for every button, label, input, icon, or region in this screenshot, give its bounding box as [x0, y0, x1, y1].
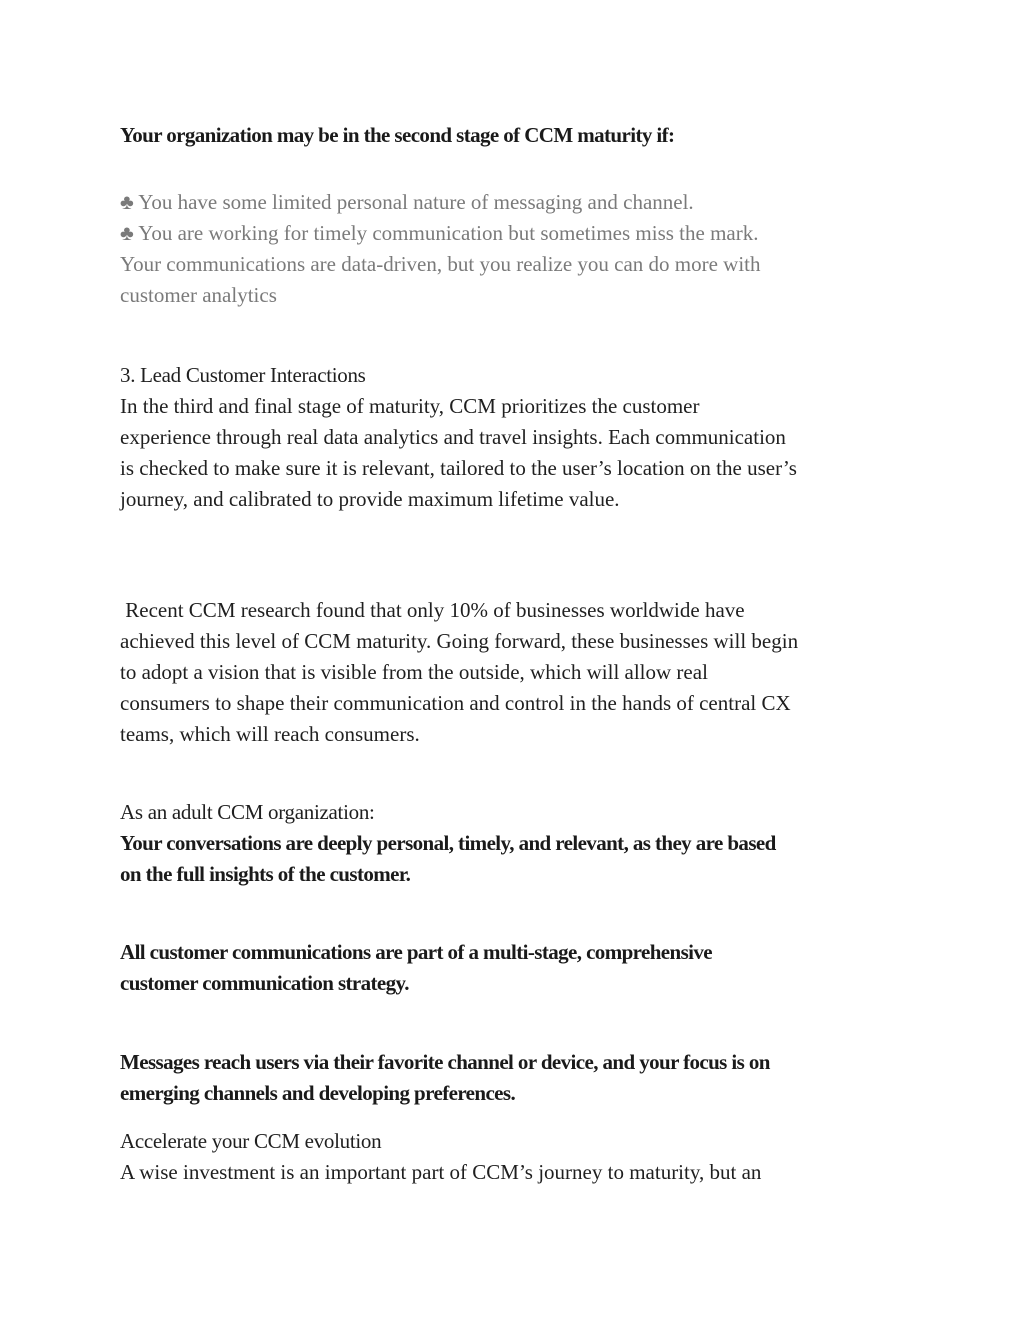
bullet-text: You are working for timely communication but sometimes miss the mark. — [138, 221, 759, 245]
adult-point-line: Your conversations are deeply personal, timely, and relevant, as they are based — [120, 831, 776, 855]
paragraph-line: customer analytics — [120, 283, 277, 307]
bullet-item — [120, 218, 758, 249]
adult-point-line: on the full insights of the customer. — [120, 862, 411, 886]
adult-point-line: customer communication strategy. — [120, 971, 409, 995]
paragraph-line: consumers to shape their communication and control in the hands of central CX — [120, 691, 791, 715]
stage2-heading: Your organization may be in the second stage of CCM maturity if: — [120, 123, 675, 147]
accelerate-heading: Accelerate your CCM evolution — [120, 1129, 382, 1153]
paragraph-line: to adopt a vision that is visible from the outside, which will allow real — [120, 660, 708, 684]
paragraph-line: teams, which will reach consumers. — [120, 722, 420, 746]
paragraph-line: Recent CCM research found that only 10% of businesses worldwide have — [120, 598, 745, 622]
adult-point-line: emerging channels and developing preferences. — [120, 1081, 516, 1105]
paragraph-line: In the third and final stage of maturity, CCM prioritizes the customer — [120, 394, 700, 418]
bullet-item — [120, 187, 694, 218]
paragraph-line: experience through real data analytics and travel insights. Each communication — [120, 425, 786, 449]
stage3-heading: 3. Lead Customer Interactions — [120, 363, 366, 387]
paragraph-line: Your communications are data-driven, but you realize you can do more with — [120, 252, 761, 276]
bullet-text: You have some limited personal nature of messaging and channel. — [138, 190, 694, 214]
paragraph-line: journey, and calibrated to provide maximum lifetime value. — [120, 487, 620, 511]
club-bullet-icon: ♣ — [120, 190, 134, 214]
paragraph-line: A wise investment is an important part of CCM’s journey to maturity, but an — [120, 1160, 762, 1184]
adult-point-line: All customer communications are part of a multi-stage, comprehensive — [120, 940, 713, 964]
adult-point-line: Messages reach users via their favorite channel or device, and your focus is on — [120, 1050, 770, 1074]
paragraph-line: is checked to make sure it is relevant, tailored to the user’s location on the user’s — [120, 456, 797, 480]
adult-heading: As an adult CCM organization: — [120, 800, 375, 824]
club-bullet-icon: ♣ — [120, 221, 134, 245]
paragraph-line: achieved this level of CCM maturity. Going forward, these businesses will begin — [120, 629, 799, 653]
